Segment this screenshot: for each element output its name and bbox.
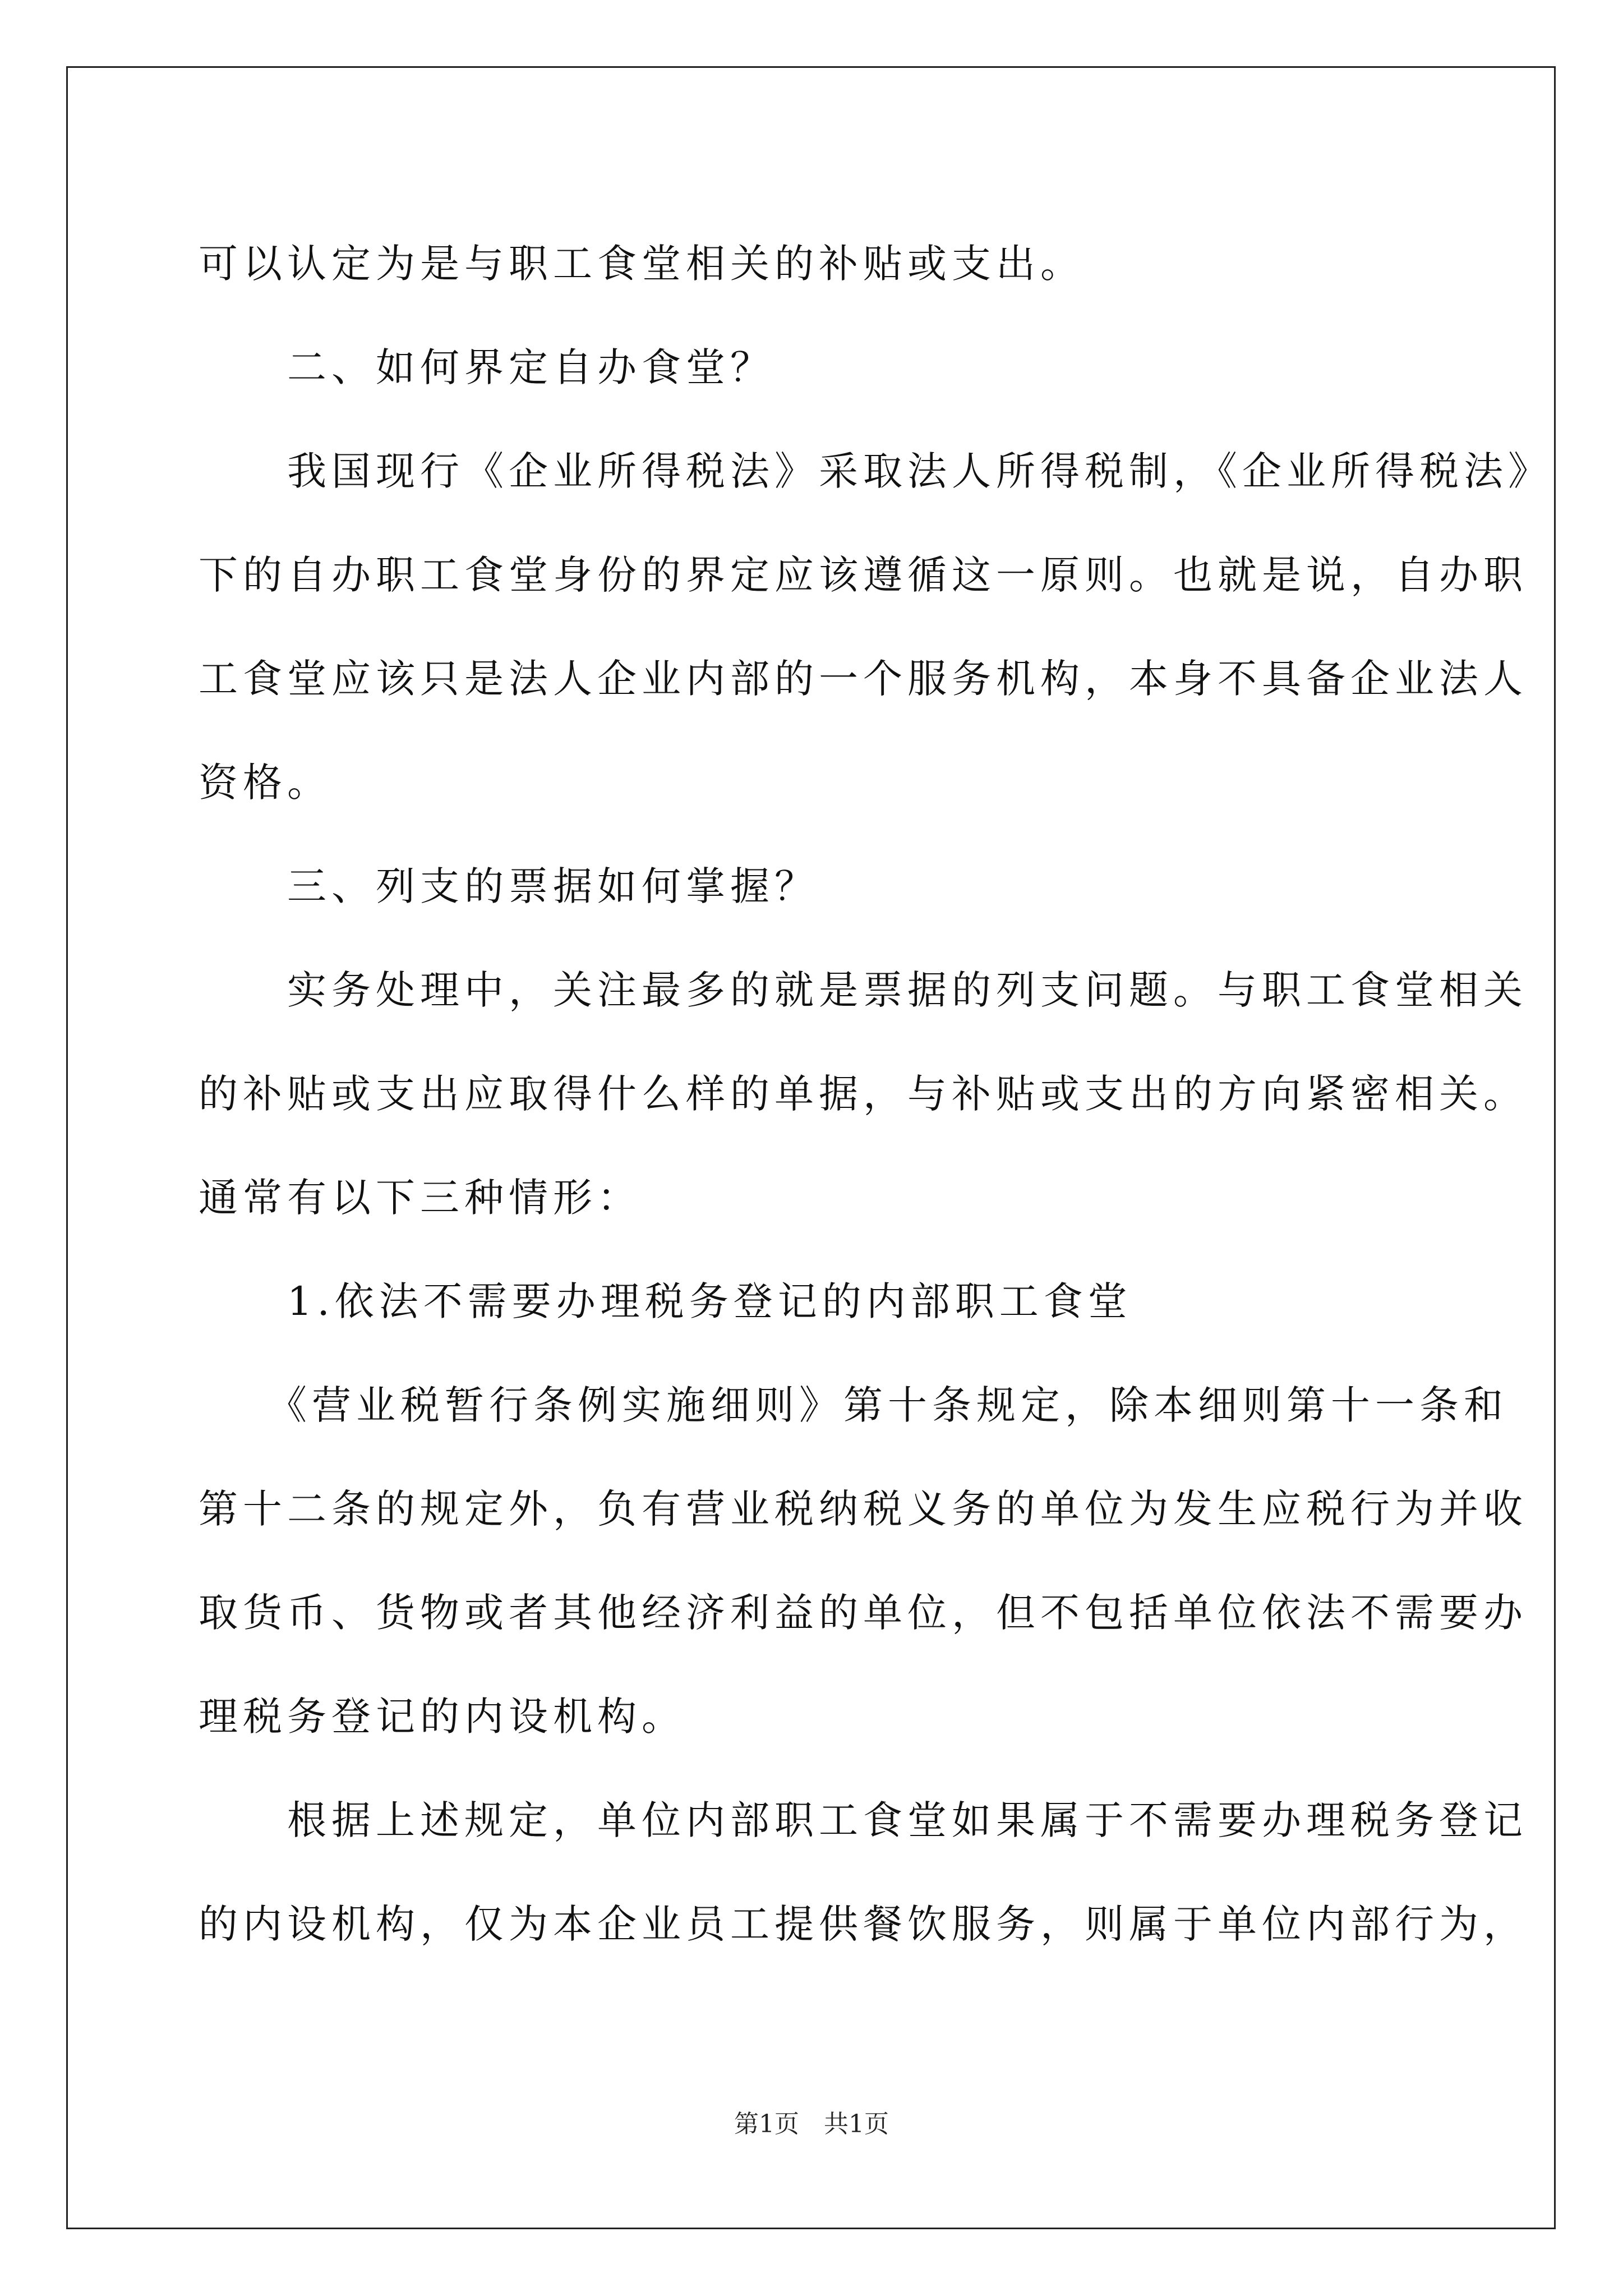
text-line: 根据上述规定，单位内部职工食堂如果属于不需要办理税务登记 [199,1797,1528,1843]
document-body [199,212,1552,1976]
text-line: 资格。 [199,760,331,806]
text-line: 的内设机构，仅为本企业员工提供餐饮服务，则属于单位内部行为， [199,1901,1528,1947]
text-line: 《营业税暂行条例实施细则》第十条规定，除本细则第十一条和 [199,1382,1508,1428]
section-heading: 二、如何界定自办食堂？ [199,344,774,390]
page-number: 第1页 共1页 [734,2110,889,2138]
text-line: 可以认定为是与职工食堂相关的补贴或支出。 [199,241,1085,287]
text-line: 理税务登记的内设机构。 [199,1694,686,1740]
text-line: 取货币、货物或者其他经济利益的单位，但不包括单位依法不需要办 [199,1590,1528,1636]
subsection-heading: 1.依法不需要办理税务登记的内部职工食堂 [199,1278,1132,1324]
text-line: 第十二条的规定外，负有营业税纳税义务的单位为发生应税行为并收 [199,1486,1528,1532]
text-line: 我国现行《企业所得税法》采取法人所得税制，《企业所得税法》 [199,448,1552,494]
section-heading: 三、列支的票据如何掌握？ [199,863,819,909]
text-line: 实务处理中，关注最多的就是票据的列支问题。与职工食堂相关 [199,967,1528,1013]
text-line: 的补贴或支出应取得什么样的单据，与补贴或支出的方向紧密相关。 [199,1071,1528,1117]
text-line: 通常有以下三种情形： [199,1175,642,1221]
text-line: 下的自办职工食堂身份的界定应该遵循这一原则。也就是说，自办职 [199,552,1528,598]
text-line: 工食堂应该只是法人企业内部的一个服务机构，本身不具备企业法人 [199,656,1528,702]
